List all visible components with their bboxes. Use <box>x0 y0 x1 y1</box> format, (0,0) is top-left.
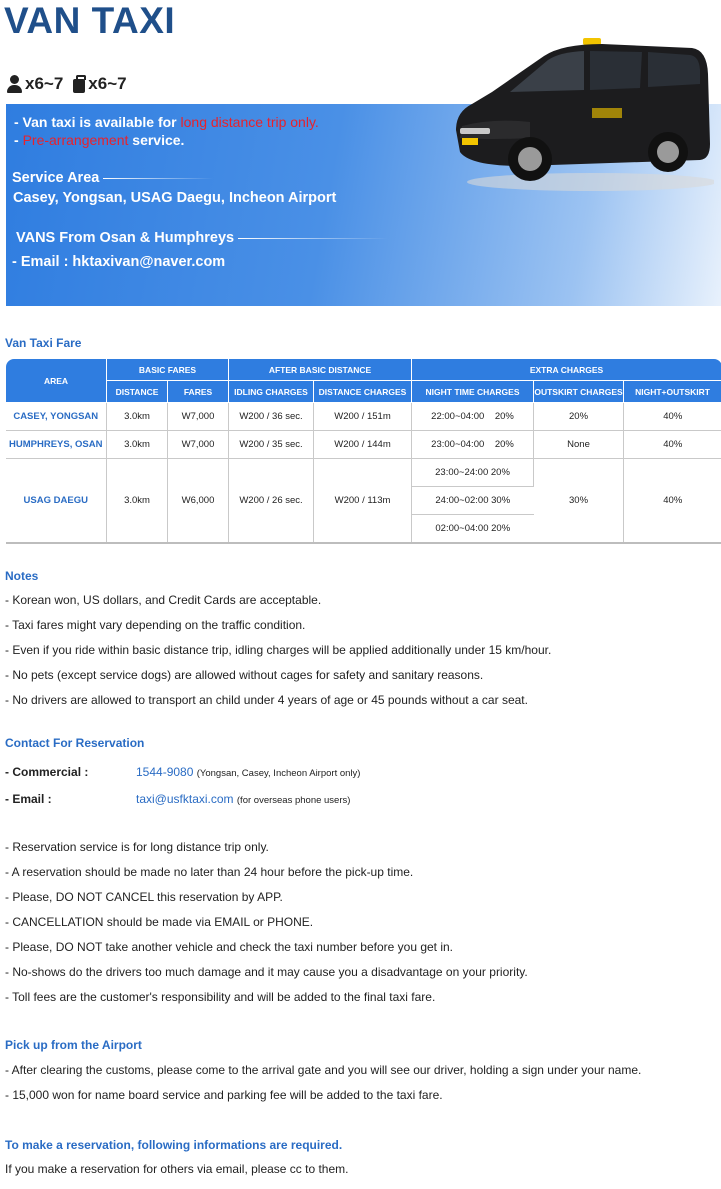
commercial-note: (Yongsan, Casey, Incheon Airport only) <box>196 768 361 779</box>
table-row <box>6 431 721 459</box>
list-item: - After clearing the customs, please come to the arrival gate and you will see our driver, holding a sign under your name. <box>5 1063 642 1077</box>
list-item: - No pets (except service dogs) are allowed without cages for safety and sanitary reasons. <box>5 668 484 682</box>
fare-table <box>5 358 721 544</box>
hero-availability-highlight: long distance trip only. <box>180 114 319 130</box>
notes-list <box>5 588 551 713</box>
outskirt-cell: 30% <box>534 459 624 543</box>
required-title: To make a reservation, following informations are required. <box>5 1138 343 1152</box>
night-time-cell: 22:00~04:00 20% <box>412 403 534 431</box>
distance-charge-cell: W200 / 113m <box>314 459 412 543</box>
idling-header: IDLING CHARGES <box>229 381 314 403</box>
idling-cell: W200 / 35 sec. <box>229 431 314 459</box>
fare-cell: W7,000 <box>168 403 229 431</box>
outskirt-cell: 20% <box>534 403 624 431</box>
distance-header: DISTANCE <box>107 381 168 403</box>
night-time-cell: 23:00~24:00 20% <box>412 459 534 487</box>
hero-email: - Email : hktaxivan@naver.com <box>12 254 226 270</box>
fares-header: FARES <box>168 381 229 403</box>
hero-arrangement-highlight: Pre-arrangement <box>22 132 129 148</box>
email-label: - Email : <box>5 792 52 806</box>
email-note: (for overseas phone users) <box>236 795 351 806</box>
list-item: - 15,000 won for name board service and parking fee will be added to the taxi fare. <box>5 1088 443 1102</box>
list-item: - Reservation service is for long distance trip only. <box>5 840 269 854</box>
night-outskirt-cell: 40% <box>624 459 721 543</box>
reservation-list <box>5 835 528 1010</box>
outskirt-header: OUTSKIRT CHARGES <box>534 381 624 403</box>
outskirt-cell: None <box>534 431 624 459</box>
van-taxi-image <box>452 34 714 194</box>
night-outskirt-cell: 40% <box>624 403 721 431</box>
night-time-cell: 02:00~04:00 20% <box>412 515 534 543</box>
fare-section-title: Van Taxi Fare <box>5 336 82 350</box>
divider <box>103 178 213 179</box>
table-row <box>6 459 721 487</box>
list-item: - No-shows do the drivers too much damage and it may cause you a disadvantage on your priority. <box>5 965 528 979</box>
divider <box>238 238 388 239</box>
area-cell: USAG DAEGU <box>6 459 107 543</box>
notes-title: Notes <box>5 569 39 583</box>
list-item: - Korean won, US dollars, and Credit Cards are acceptable. <box>5 593 322 607</box>
list-item: - Please, DO NOT CANCEL this reservation by APP. <box>5 890 283 904</box>
hero-availability: - Van taxi is available for long distance trip only. <box>14 114 319 130</box>
list-item: - Please, DO NOT take another vehicle and check the taxi number before you get in. <box>5 940 454 954</box>
basic-fares-header: BASIC FARES <box>107 359 229 381</box>
contact-title: Contact For Reservation <box>5 736 145 750</box>
distance-cell: 3.0km <box>107 459 168 543</box>
list-item: - No drivers are allowed to transport an child under 4 years of age or 45 pounds without a car seat. <box>5 693 528 707</box>
night-time-header: NIGHT TIME CHARGES <box>412 381 534 403</box>
service-area-heading: Service Area <box>12 170 213 186</box>
fare-cell: W6,000 <box>168 459 229 543</box>
area-cell: HUMPHREYS, OSAN <box>6 431 107 459</box>
pickup-title: Pick up from the Airport <box>5 1038 142 1052</box>
fare-cell: W7,000 <box>168 431 229 459</box>
list-item: - A reservation should be made no later than 24 hour before the pick-up time. <box>5 865 414 879</box>
idling-cell: W200 / 36 sec. <box>229 403 314 431</box>
capacity-info <box>6 74 131 94</box>
vans-from-heading: VANS From Osan & Humphreys <box>16 230 388 246</box>
area-cell: CASEY, YONGSAN <box>6 403 107 431</box>
person-icon <box>6 75 23 93</box>
service-area-list: Casey, Yongsan, USAG Daegu, Incheon Airport <box>13 190 337 206</box>
commercial-phone-link[interactable]: 1544-9080 (Yongsan, Casey, Incheon Airport only) <box>136 765 361 779</box>
hero-arrangement: - Pre-arrangement service. <box>14 132 185 148</box>
idling-cell: W200 / 26 sec. <box>229 459 314 543</box>
extra-charges-header: EXTRA CHARGES <box>412 359 721 381</box>
distance-charges-header: DISTANCE CHARGES <box>314 381 412 403</box>
distance-cell: 3.0km <box>107 403 168 431</box>
night-outskirt-header: NIGHT+OUTSKIRT <box>624 381 721 403</box>
required-text: If you make a reservation for others via email, please cc to them. <box>5 1162 349 1176</box>
email-link[interactable]: taxi@usfktaxi.com (for overseas phone users) <box>136 792 351 806</box>
luggage-icon <box>73 75 85 93</box>
list-item: - Even if you ride within basic distance trip, idling charges will be applied additionally under 15 km/hour. <box>5 643 552 657</box>
night-time-cell: 23:00~04:00 20% <box>412 431 534 459</box>
area-header: AREA <box>6 359 107 403</box>
page-title: VAN TAXI <box>4 0 176 41</box>
distance-charge-cell: W200 / 151m <box>314 403 412 431</box>
passenger-capacity: x6~7 <box>25 74 64 93</box>
night-outskirt-cell: 40% <box>624 431 721 459</box>
distance-cell: 3.0km <box>107 431 168 459</box>
list-item: - Taxi fares might vary depending on the traffic condition. <box>5 618 306 632</box>
commercial-label: - Commercial : <box>5 765 89 779</box>
night-time-cell: 24:00~02:00 30% <box>412 487 534 515</box>
pickup-list <box>5 1058 641 1108</box>
table-row <box>6 403 721 431</box>
distance-charge-cell: W200 / 144m <box>314 431 412 459</box>
list-item: - CANCELLATION should be made via EMAIL or PHONE. <box>5 915 314 929</box>
after-basic-header: AFTER BASIC DISTANCE <box>229 359 412 381</box>
luggage-capacity: x6~7 <box>88 74 127 93</box>
list-item: - Toll fees are the customer's responsibility and will be added to the final taxi fare. <box>5 990 436 1004</box>
